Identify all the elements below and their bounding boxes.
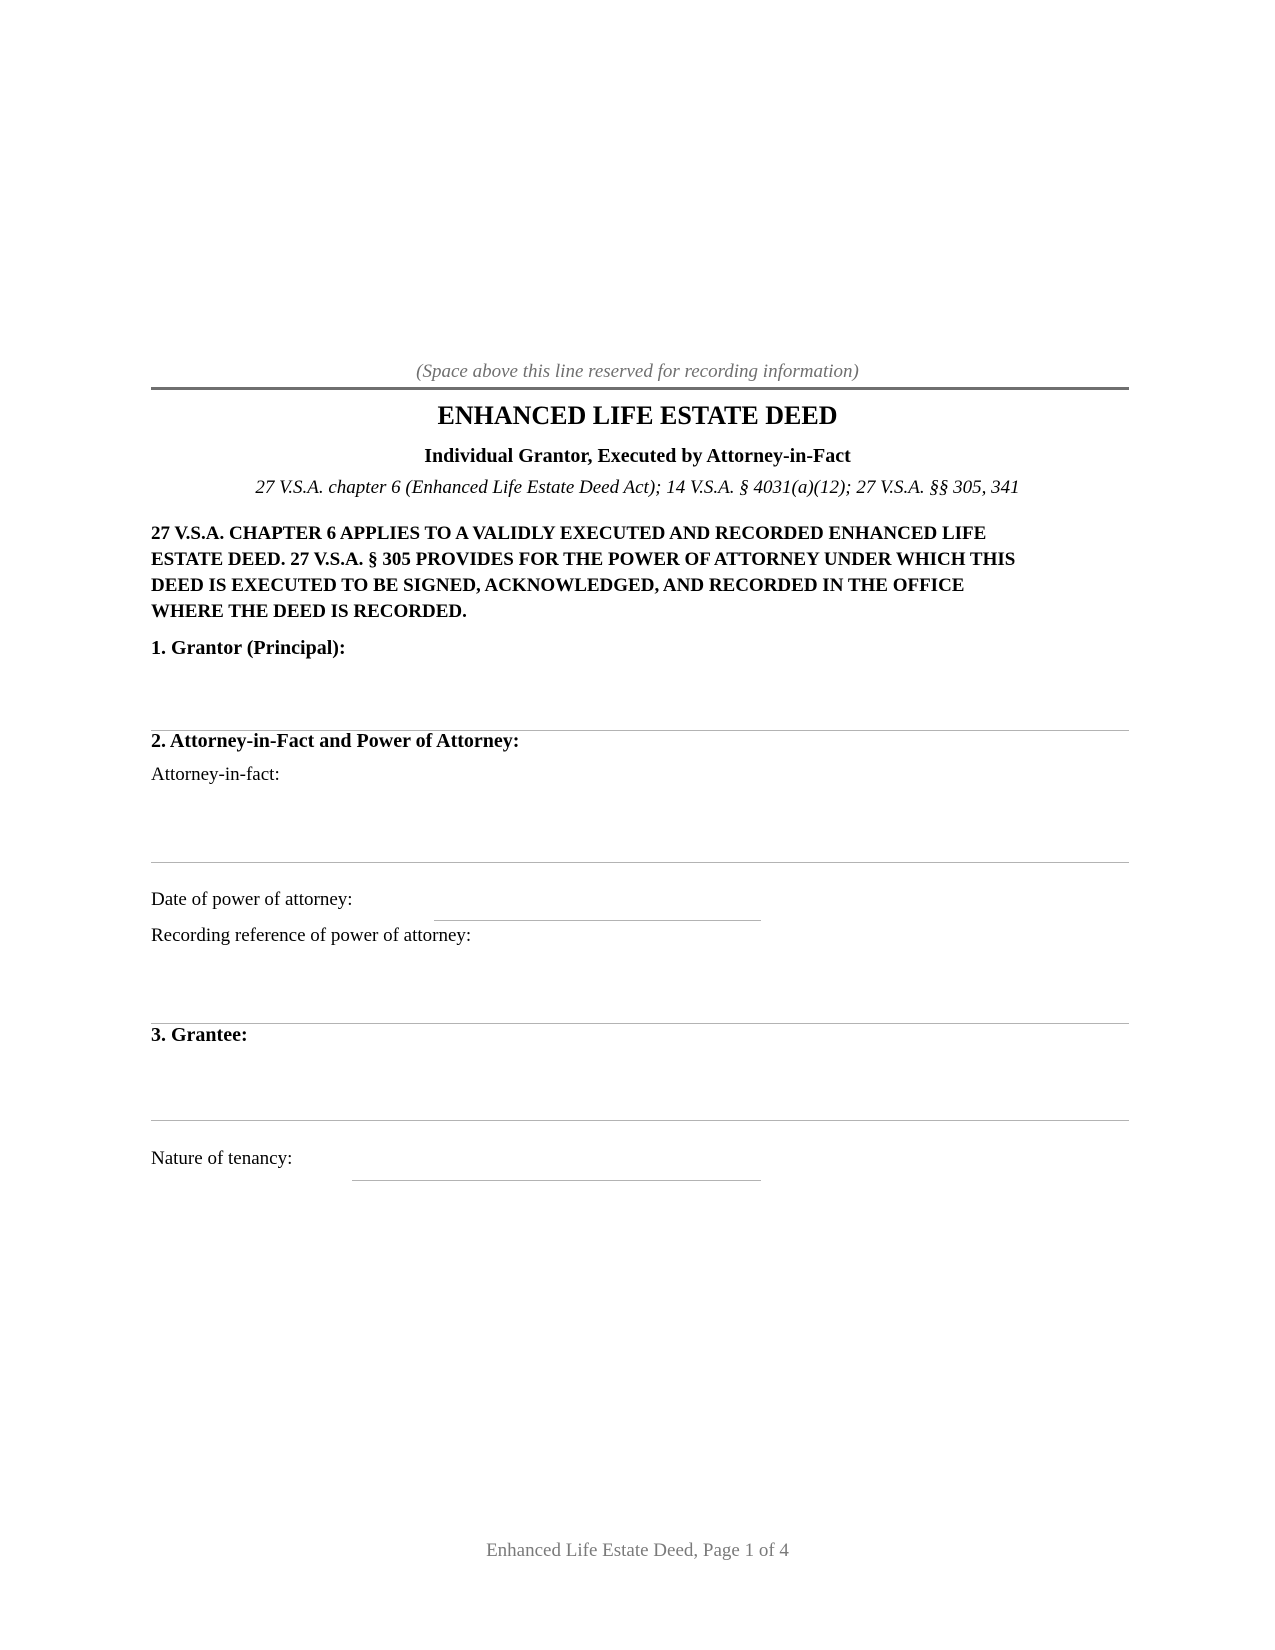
notice-line: DEED IS EXECUTED TO BE SIGNED, ACKNOWLEDGED, AND RECORDED IN THE OFFICE <box>151 575 965 596</box>
recording-space-note: (Space above this line reserved for recording information) <box>416 361 859 382</box>
grantee-heading: 3. Grantee: <box>151 1024 248 1046</box>
statutory-notice <box>151 521 1129 625</box>
poa-date-label: Date of power of attorney: <box>151 889 353 910</box>
poa-recording-label: Recording reference of power of attorney: <box>151 925 472 946</box>
poa-date-entry-line[interactable] <box>434 920 761 921</box>
attorney-in-fact-entry-line[interactable] <box>151 862 1129 863</box>
poa-recording-entry-line[interactable] <box>151 1023 1129 1024</box>
tenancy-label: Nature of tenancy: <box>151 1148 293 1169</box>
statutory-citation: 27 V.S.A. chapter 6 (Enhanced Life Estate Deed Act); 14 V.S.A. § 4031(a)(12); 27 V.S.A. §§ 305, 341 <box>255 477 1020 498</box>
page-footer: Enhanced Life Estate Deed, Page 1 of 4 <box>486 1540 789 1561</box>
tenancy-entry-line[interactable] <box>352 1180 761 1181</box>
document-subtitle: Individual Grantor, Executed by Attorney-in-Fact <box>424 445 851 467</box>
recording-divider <box>151 387 1129 390</box>
notice-line: 27 V.S.A. CHAPTER 6 APPLIES TO A VALIDLY EXECUTED AND RECORDED ENHANCED LIFE <box>151 523 987 544</box>
grantee-entry-line[interactable] <box>151 1120 1129 1121</box>
notice-line: WHERE THE DEED IS RECORDED. <box>151 601 467 622</box>
attorney-heading: 2. Attorney-in-Fact and Power of Attorney: <box>151 730 520 752</box>
attorney-in-fact-label: Attorney-in-fact: <box>151 764 280 785</box>
grantor-heading: 1. Grantor (Principal): <box>151 637 346 659</box>
notice-line: ESTATE DEED. 27 V.S.A. § 305 PROVIDES FOR THE POWER OF ATTORNEY UNDER WHICH THIS <box>151 549 1016 570</box>
document-title: ENHANCED LIFE ESTATE DEED <box>437 401 838 430</box>
